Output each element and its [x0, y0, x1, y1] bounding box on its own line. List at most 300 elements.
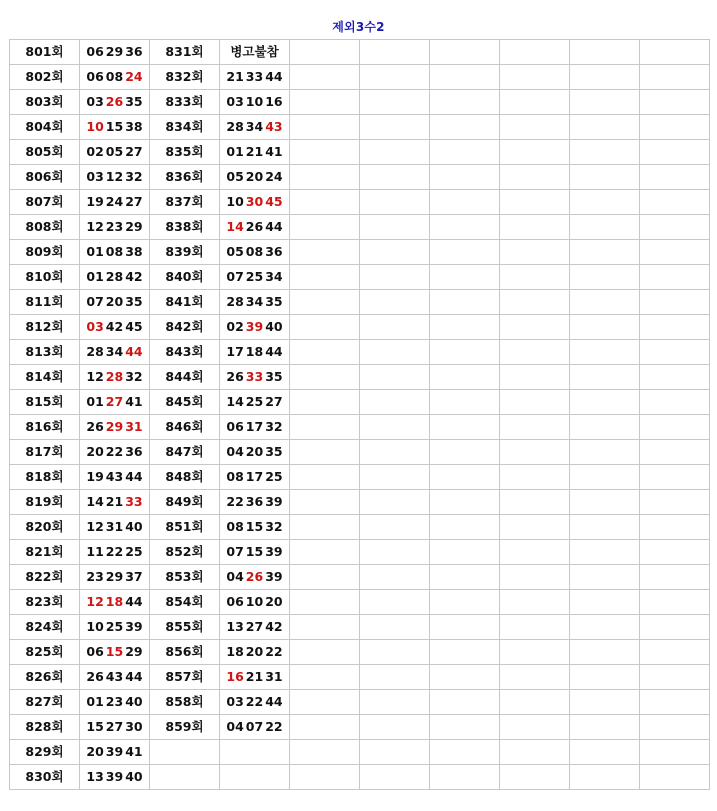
number: 08 [245, 244, 264, 259]
numbers-cell [80, 315, 150, 340]
empty-cell [360, 165, 430, 190]
round-cell: 849회 [150, 490, 220, 515]
number: 04 [226, 444, 244, 459]
round-cell: 830회 [10, 765, 80, 790]
empty-cell [430, 265, 500, 290]
empty-cell [570, 215, 640, 240]
empty-cell [570, 340, 640, 365]
numbers-cell [220, 340, 290, 365]
empty-cell [290, 115, 360, 140]
empty-cell [500, 315, 570, 340]
numbers-cell [220, 115, 290, 140]
number: 08 [226, 519, 244, 534]
round-cell: 831회 [150, 40, 220, 65]
number: 27 [245, 619, 264, 634]
numbers-cell [220, 740, 290, 765]
number: 41 [265, 144, 283, 159]
empty-cell [430, 715, 500, 740]
number: 39 [265, 544, 283, 559]
numbers-cell [80, 540, 150, 565]
number: 06 [226, 419, 244, 434]
number: 10 [86, 619, 104, 634]
highlighted-number: 33 [125, 494, 143, 509]
number: 44 [265, 694, 283, 709]
empty-cell [430, 440, 500, 465]
empty-cell [570, 240, 640, 265]
number: 01 [226, 144, 244, 159]
number: 38 [125, 244, 143, 259]
empty-cell [640, 565, 710, 590]
round-cell: 817회 [10, 440, 80, 465]
empty-cell [640, 240, 710, 265]
number: 32 [265, 519, 283, 534]
round-cell: 829회 [10, 740, 80, 765]
highlighted-number: 33 [245, 369, 264, 384]
empty-cell [500, 215, 570, 240]
number: 07 [86, 294, 104, 309]
round-cell: 822회 [10, 565, 80, 590]
number: 24 [105, 194, 124, 209]
empty-cell [290, 715, 360, 740]
highlighted-number: 16 [226, 669, 244, 684]
round-cell: 806회 [10, 165, 80, 190]
empty-cell [640, 665, 710, 690]
number: 34 [245, 119, 264, 134]
number: 42 [265, 619, 283, 634]
empty-cell [640, 690, 710, 715]
numbers-cell [80, 90, 150, 115]
empty-cell [570, 90, 640, 115]
empty-cell [570, 740, 640, 765]
highlighted-number: 28 [105, 369, 124, 384]
number: 15 [105, 119, 124, 134]
number: 06 [86, 644, 104, 659]
empty-cell [570, 390, 640, 415]
round-cell: 827회 [10, 690, 80, 715]
table-row [10, 315, 710, 340]
empty-cell [500, 115, 570, 140]
round-cell: 818회 [10, 465, 80, 490]
empty-cell [430, 590, 500, 615]
number: 22 [105, 544, 124, 559]
number: 39 [105, 744, 124, 759]
numbers-cell [220, 640, 290, 665]
empty-cell [570, 590, 640, 615]
round-cell: 801회 [10, 40, 80, 65]
empty-cell [290, 290, 360, 315]
empty-cell [570, 190, 640, 215]
number: 12 [86, 219, 104, 234]
empty-cell [640, 340, 710, 365]
round-cell: 858회 [150, 690, 220, 715]
number: 40 [125, 769, 143, 784]
numbers-cell [220, 490, 290, 515]
numbers-cell [80, 40, 150, 65]
empty-cell [290, 440, 360, 465]
numbers-cell [220, 690, 290, 715]
number: 15 [86, 719, 104, 734]
empty-cell [640, 740, 710, 765]
numbers-cell [80, 140, 150, 165]
number: 32 [125, 369, 143, 384]
table-row [10, 490, 710, 515]
highlighted-number: 44 [125, 344, 143, 359]
number: 30 [125, 719, 143, 734]
empty-cell [500, 165, 570, 190]
empty-cell [570, 440, 640, 465]
empty-cell [500, 365, 570, 390]
round-cell: 857회 [150, 665, 220, 690]
empty-cell [500, 265, 570, 290]
numbers-cell [80, 165, 150, 190]
round-cell: 838회 [150, 215, 220, 240]
number: 41 [125, 744, 143, 759]
numbers-cell [80, 640, 150, 665]
empty-cell [290, 315, 360, 340]
round-cell: 845회 [150, 390, 220, 415]
table-row [10, 65, 710, 90]
round-cell: 802회 [10, 65, 80, 90]
number: 08 [105, 244, 124, 259]
numbers-cell [80, 740, 150, 765]
empty-cell [290, 240, 360, 265]
empty-cell [500, 640, 570, 665]
empty-cell [290, 565, 360, 590]
table-row [10, 640, 710, 665]
table-row [10, 590, 710, 615]
empty-cell [360, 565, 430, 590]
round-cell: 833회 [150, 90, 220, 115]
round-cell: 815회 [10, 390, 80, 415]
empty-cell [500, 140, 570, 165]
empty-cell [570, 65, 640, 90]
empty-cell [290, 765, 360, 790]
round-cell: 848회 [150, 465, 220, 490]
number: 45 [125, 319, 143, 334]
empty-cell [500, 715, 570, 740]
empty-cell [500, 740, 570, 765]
round-cell: 810회 [10, 265, 80, 290]
empty-cell [640, 590, 710, 615]
round-cell: 816회 [10, 415, 80, 440]
empty-cell [360, 640, 430, 665]
empty-cell [500, 765, 570, 790]
empty-cell [290, 665, 360, 690]
empty-cell [640, 490, 710, 515]
number: 02 [226, 319, 244, 334]
numbers-cell [80, 615, 150, 640]
numbers-cell [220, 465, 290, 490]
number: 42 [105, 319, 124, 334]
numbers-cell [220, 565, 290, 590]
numbers-cell [220, 390, 290, 415]
number: 19 [86, 194, 104, 209]
numbers-cell [220, 665, 290, 690]
empty-cell [570, 690, 640, 715]
number: 22 [265, 719, 283, 734]
number: 25 [245, 394, 264, 409]
numbers-cell [220, 240, 290, 265]
number: 35 [125, 94, 143, 109]
empty-cell [500, 590, 570, 615]
number: 10 [245, 94, 264, 109]
table-row [10, 365, 710, 390]
table-row [10, 215, 710, 240]
results-table-body [10, 40, 710, 790]
numbers-cell [220, 615, 290, 640]
empty-cell [430, 565, 500, 590]
number: 29 [105, 569, 124, 584]
empty-cell [500, 240, 570, 265]
number: 43 [105, 469, 124, 484]
numbers-cell [220, 265, 290, 290]
empty-cell [360, 515, 430, 540]
round-cell [150, 740, 220, 765]
number: 32 [265, 419, 283, 434]
number: 08 [226, 469, 244, 484]
number: 10 [245, 594, 264, 609]
round-cell: 839회 [150, 240, 220, 265]
empty-cell [500, 665, 570, 690]
empty-cell [640, 190, 710, 215]
empty-cell [430, 40, 500, 65]
number: 41 [125, 394, 143, 409]
number: 39 [125, 619, 143, 634]
empty-cell [570, 315, 640, 340]
number: 13 [86, 769, 104, 784]
empty-cell [640, 440, 710, 465]
numbers-cell [220, 315, 290, 340]
number: 01 [86, 269, 104, 284]
empty-cell [360, 90, 430, 115]
number: 03 [226, 694, 244, 709]
highlighted-number: 26 [245, 569, 264, 584]
table-row [10, 290, 710, 315]
round-cell: 837회 [150, 190, 220, 215]
empty-cell [360, 290, 430, 315]
number: 44 [125, 594, 143, 609]
empty-cell [500, 390, 570, 415]
number: 27 [265, 394, 283, 409]
table-row [10, 665, 710, 690]
empty-cell [360, 240, 430, 265]
empty-cell [430, 765, 500, 790]
round-cell: 855회 [150, 615, 220, 640]
table-row [10, 515, 710, 540]
empty-cell [430, 115, 500, 140]
empty-cell [290, 590, 360, 615]
numbers-cell [80, 440, 150, 465]
empty-cell [500, 565, 570, 590]
empty-cell [360, 65, 430, 90]
empty-cell [570, 515, 640, 540]
number: 33 [245, 69, 264, 84]
number: 26 [86, 419, 104, 434]
number: 39 [265, 494, 283, 509]
empty-cell [290, 690, 360, 715]
empty-cell [290, 165, 360, 190]
empty-cell [360, 465, 430, 490]
empty-cell [360, 690, 430, 715]
number: 17 [226, 344, 244, 359]
numbers-cell [80, 390, 150, 415]
number: 44 [265, 219, 283, 234]
round-cell: 809회 [10, 240, 80, 265]
numbers-cell [220, 290, 290, 315]
number: 40 [125, 694, 143, 709]
round-cell: 820회 [10, 515, 80, 540]
empty-cell [430, 365, 500, 390]
empty-cell [640, 365, 710, 390]
numbers-cell [220, 365, 290, 390]
empty-cell [290, 465, 360, 490]
number: 25 [105, 619, 124, 634]
empty-cell [640, 615, 710, 640]
number: 13 [226, 619, 244, 634]
empty-cell [290, 415, 360, 440]
round-cell: 832회 [150, 65, 220, 90]
numbers-cell [220, 540, 290, 565]
table-row [10, 340, 710, 365]
empty-cell [360, 540, 430, 565]
empty-cell [500, 65, 570, 90]
empty-cell [430, 740, 500, 765]
empty-cell [360, 365, 430, 390]
number: 05 [226, 169, 244, 184]
number: 08 [105, 69, 124, 84]
round-cell: 844회 [150, 365, 220, 390]
number: 21 [226, 69, 244, 84]
numbers-cell [220, 65, 290, 90]
number: 01 [86, 244, 104, 259]
empty-cell [430, 65, 500, 90]
empty-cell [570, 615, 640, 640]
empty-cell [360, 340, 430, 365]
round-cell: 804회 [10, 115, 80, 140]
empty-cell [290, 90, 360, 115]
empty-cell [570, 140, 640, 165]
numbers-cell [220, 415, 290, 440]
empty-cell [570, 715, 640, 740]
number: 25 [125, 544, 143, 559]
number: 40 [125, 519, 143, 534]
numbers-cell [80, 715, 150, 740]
round-cell: 846회 [150, 415, 220, 440]
round-cell: 805회 [10, 140, 80, 165]
empty-cell [640, 90, 710, 115]
round-cell: 842회 [150, 315, 220, 340]
highlighted-number: 14 [226, 219, 244, 234]
number: 11 [86, 544, 104, 559]
number: 26 [245, 219, 264, 234]
number: 43 [105, 669, 124, 684]
numbers-cell [80, 765, 150, 790]
empty-cell [570, 115, 640, 140]
empty-cell [430, 315, 500, 340]
empty-cell [430, 90, 500, 115]
number: 22 [245, 694, 264, 709]
round-cell: 825회 [10, 640, 80, 665]
round-cell: 835회 [150, 140, 220, 165]
number: 14 [86, 494, 104, 509]
table-row [10, 440, 710, 465]
empty-cell [640, 640, 710, 665]
empty-cell [640, 265, 710, 290]
number: 44 [125, 669, 143, 684]
number: 16 [265, 94, 283, 109]
empty-cell [500, 515, 570, 540]
numbers-cell [220, 90, 290, 115]
empty-cell [290, 740, 360, 765]
table-row [10, 140, 710, 165]
empty-cell [360, 390, 430, 415]
number: 39 [105, 769, 124, 784]
highlighted-number: 39 [245, 319, 264, 334]
number: 04 [226, 569, 244, 584]
number: 31 [265, 669, 283, 684]
number: 07 [226, 544, 244, 559]
empty-cell [360, 115, 430, 140]
page-title: 제외3수2 [332, 20, 385, 34]
empty-cell [430, 390, 500, 415]
highlighted-number: 12 [86, 594, 104, 609]
table-row [10, 165, 710, 190]
numbers-cell [220, 440, 290, 465]
numbers-cell [220, 515, 290, 540]
highlighted-number: 29 [105, 419, 124, 434]
empty-cell [430, 340, 500, 365]
number: 21 [245, 669, 264, 684]
number: 21 [245, 144, 264, 159]
numbers-cell [80, 365, 150, 390]
round-cell: 834회 [150, 115, 220, 140]
empty-cell [360, 765, 430, 790]
empty-cell [360, 265, 430, 290]
number: 29 [105, 44, 124, 59]
empty-cell [430, 240, 500, 265]
empty-cell [640, 315, 710, 340]
empty-cell [570, 290, 640, 315]
empty-cell [290, 140, 360, 165]
number: 44 [265, 69, 283, 84]
empty-cell [640, 415, 710, 440]
number: 17 [245, 419, 264, 434]
number: 12 [86, 519, 104, 534]
round-cell: 824회 [10, 615, 80, 640]
highlighted-number: 45 [265, 194, 283, 209]
number: 02 [86, 144, 104, 159]
empty-cell [570, 765, 640, 790]
number: 25 [265, 469, 283, 484]
number: 38 [125, 119, 143, 134]
numbers-cell [220, 140, 290, 165]
number: 12 [105, 169, 124, 184]
round-cell: 819회 [10, 490, 80, 515]
empty-cell [430, 640, 500, 665]
empty-cell [430, 140, 500, 165]
empty-cell [500, 440, 570, 465]
number: 18 [226, 644, 244, 659]
round-cell: 807회 [10, 190, 80, 215]
round-cell: 847회 [150, 440, 220, 465]
number: 19 [86, 469, 104, 484]
round-cell: 859회 [150, 715, 220, 740]
number: 01 [86, 694, 104, 709]
number: 35 [265, 444, 283, 459]
empty-cell [360, 590, 430, 615]
empty-cell [570, 490, 640, 515]
note-text: 병고불참 [230, 44, 279, 59]
